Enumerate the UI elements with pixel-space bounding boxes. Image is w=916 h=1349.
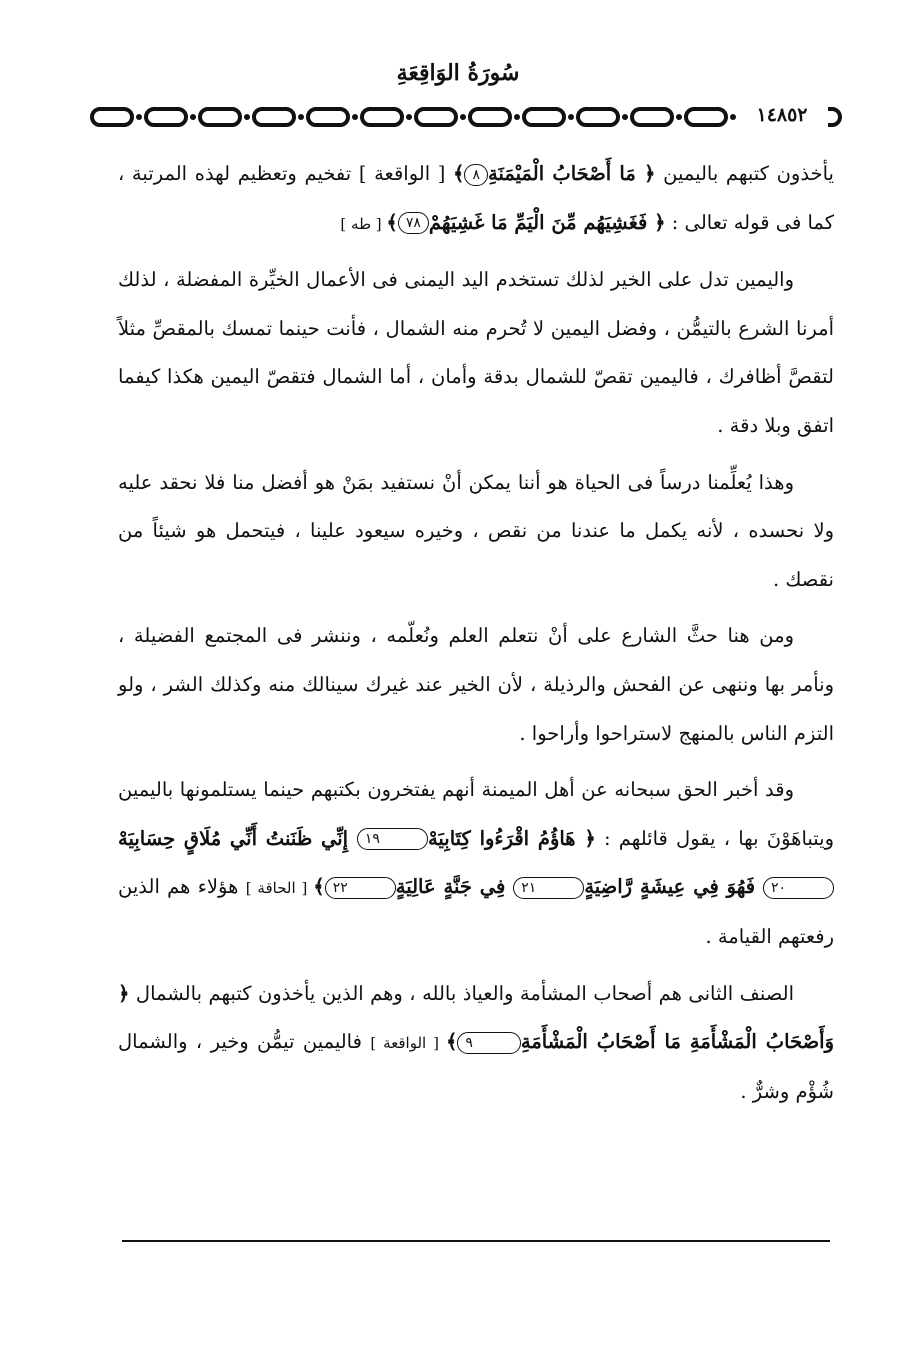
quran-quote: ﴿ مَا أَصْحَابُ الْمَيْمَنَةِ <box>487 162 656 185</box>
quran-quote: ﴾ <box>386 210 398 234</box>
quran-quote: ﴾ <box>313 875 325 899</box>
paragraph <box>118 256 834 450</box>
surah-reference: [ طه ] <box>340 214 387 233</box>
body-text-run: ومن هنا حثَّ الشارع على أنْ نتعلم العلم ونُعلّمه ، وننشر فى المجتمع الفضيلة ، ونأمر بها وننهى عن الفحش والرذيلة ، لأن الخير عند غيرك سينالك منه وكذلك الشر ، ولو التزم الناس بالمنهج لاستراحوا وأراحوا . <box>118 624 834 745</box>
quran-quote: ﴿ وَأَصْحَابُ الْمَشْأَمَةِ مَا أَصْحَابُ الْمَشْأَمَةِ <box>118 981 834 1054</box>
quran-quote: ﴾ <box>453 162 465 185</box>
chain-link <box>254 109 294 125</box>
chain-link <box>524 109 564 125</box>
quran-quote: ﴾ <box>445 1030 458 1054</box>
page-body <box>118 150 834 1124</box>
body-text-run: وقد أخبر الحق سبحانه عن أهل الميمنة أنهم يفتخرون بكتبهم حينما يستلمونها باليمين ويتباهَوْنَ بها ، يقول قائلهم : <box>118 778 835 850</box>
body-text-run: الصنف الثانى هم أصحاب المشأمة والعياذ بالله ، وهم الذين يأخذون كتبهم بالشمال <box>129 981 794 1005</box>
chain-link <box>200 109 240 125</box>
verse-number: ٢١ <box>513 877 584 899</box>
body-text-run: [ الواقعة ] تفخيم وتعظيم لهذه المرتبة ، كما فى قوله تعالى : <box>118 162 834 234</box>
header-ornament-rule <box>86 98 846 136</box>
verse-number: ٩ <box>457 1032 521 1054</box>
verse-number: ٨ <box>464 164 488 186</box>
surah-reference: [ الحاقة ] <box>245 879 314 898</box>
chain-link <box>470 109 510 125</box>
quran-quote: إِنِّي ظَنَنتُ أَنِّي مُلَاقٍ حِسَابِيَهْ <box>118 826 357 850</box>
chain-link <box>578 109 618 125</box>
paragraph <box>118 970 834 1117</box>
verse-number: ١٩ <box>357 828 428 850</box>
surah-reference: [ الواقعة ] <box>370 1034 446 1053</box>
body-text-run: يأخذون كتبهم باليمين <box>655 162 834 185</box>
chain-link <box>416 109 456 125</box>
chain-link <box>632 109 672 125</box>
paragraph <box>118 459 834 605</box>
chain-link <box>146 109 186 125</box>
surah-title: سُورَةُ الوَاقِعَةِ <box>396 60 520 86</box>
paragraph <box>118 766 834 961</box>
quran-quote: ﴿ فَغَشِيَهُم مِّنَ الْيَمِّ مَا غَشِيَهُمْ <box>428 210 666 234</box>
verse-number: ٢٢ <box>325 877 396 899</box>
chain-link <box>308 109 348 125</box>
verse-number: ٢٠ <box>763 877 834 899</box>
paragraph <box>118 150 834 248</box>
chain-link <box>92 109 132 125</box>
quran-quote: ﴿ هَاؤُمُ اقْرَءُوا كِتَابِيَهْ <box>427 826 596 850</box>
body-text-run: واليمين تدل على الخير لذلك تستخدم اليد اليمنى فى الأعمال الخيِّرة المفضلة ، لذلك أمرنا الشرع بالتيمُّن ، وفضل اليمين لا تُحرم منه الشمال ، فأنت حينما تمسك بالمقصِّ مثلاً لتقصَّ أظافرك ، فاليمين تقصّ للشمال بدقة وأمان ، أما الشمال فتقصّ اليمين هكذا كيفما اتفق وبلا دقة . <box>118 268 834 437</box>
body-text-run: وهذا يُعلِّمنا درساً فى الحياة هو أننا يمكن أنْ نستفيد بمَنْ هو أفضل منا فلا نحقد عليه ولا نحسده ، لأنه يكمل ما عندنا من نقص ، وخيره سيعود علينا ، فيتحمل هو شيئاً من نقصك . <box>118 470 834 591</box>
chain-link <box>686 109 726 125</box>
quran-quote: فِي جَنَّةٍ عَالِيَةٍ <box>395 875 514 899</box>
quran-quote: فَهُوَ فِي عِيشَةٍ رَّاضِيَةٍ <box>584 875 763 899</box>
footer-rule <box>122 1240 830 1242</box>
body-text-run: فاليمين تيمُّن وخير ، والشمال شُؤْم وشرٌّ . <box>118 1030 834 1103</box>
body-text-run: هؤلاء هم الذين رفعتهم القيامة . <box>118 875 834 948</box>
verse-number: ٧٨ <box>398 212 429 234</box>
page-number: ١٤٨٥٢ <box>736 100 828 130</box>
chain-link <box>362 109 402 125</box>
paragraph <box>118 612 834 758</box>
